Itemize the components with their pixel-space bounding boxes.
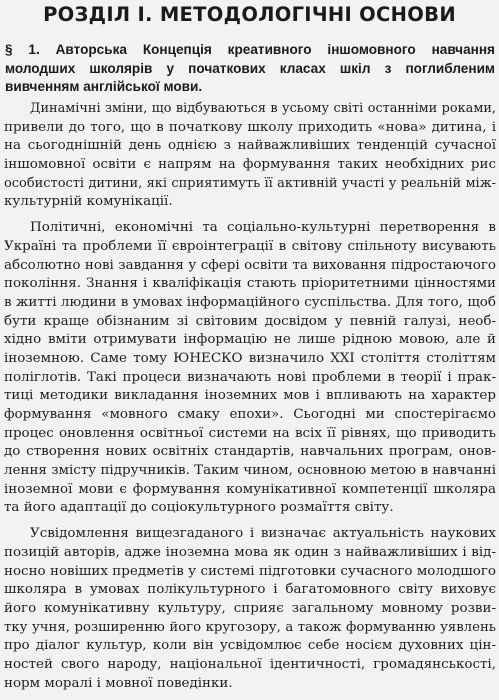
text-line: поліглотів. Такі процеси визначають нові проблеми в теорії і прак- [4, 369, 496, 385]
text-line: особистості дитини, які сприятимуть її активній участі у реальній між- [4, 175, 496, 191]
text-line: його комунікативну культуру, сприяє загальному мовному розви- [4, 600, 496, 616]
text-line: покоління. Знання і кваліфікація стають пріоритетними цінностями [4, 276, 496, 292]
section-heading-line: вивченням англійської мови. [5, 79, 203, 95]
section-heading-line: § 1. Авторська Концепція креативного іншомовного навчання [5, 42, 495, 57]
text-line: ностей свого народу, національної ідентичності, громадянськості, [4, 656, 496, 672]
paragraph [4, 219, 496, 518]
paragraph [4, 100, 496, 212]
text-line: Усвідомлення вищезгаданого і визначає актуальність наукових [30, 526, 496, 542]
section-heading-line: молодших школярів у початкових класах шкіл з поглибленим [5, 60, 495, 76]
body-text [4, 100, 496, 693]
text-line: формування «мовного смаку епохи». Сьогодні ми спостерігаємо [4, 407, 496, 422]
text-line: на сьогоднішній день однією з найважливіших тенденцій сучасної [4, 138, 496, 154]
text-line: привели до того, що в початкову школу приходить «нова» дитина, і [4, 119, 496, 135]
text-line: абсолютно нові завдання у сфері освіти та виховання підростаючого [4, 257, 496, 273]
text-line: Політичні, економічні та соціально-культурні перетворення в [30, 220, 496, 236]
text-line: та його адаптації до соціокультурного розмаїття світу. [4, 500, 394, 516]
text-line: позицій авторів, адже іноземна мова як один з найважливіших і від- [4, 544, 496, 560]
text-line: хідно вміти отримувати інформацію не лише рідною мовою, але й [4, 332, 496, 348]
text-line: про діалог культур, коли він усвідомлює себе носієм духовних цін- [4, 638, 496, 654]
text-line: іноземною. Саме тому ЮНЕСКО визначило XXI століття століттям [4, 350, 496, 366]
text-line: процес оновлення освітньої системи на всіх її рівнях, що приводить [4, 425, 496, 441]
text-line: норм моралі і мовної поведінки. [4, 675, 233, 691]
text-line: тку учня, розширенню його кругозору, а також формуванню уявлень [4, 619, 496, 635]
chapter-title: РОЗДІЛ І. МЕТОДОЛОГІЧНІ ОСНОВИ [43, 3, 456, 26]
text-line: до створення нових освітніх стандартів, навчальних програм, онов- [4, 444, 496, 460]
text-line: іноземної мови є формування комунікативної компетенції школяра [4, 481, 496, 497]
text-line: культурній комунікації. [4, 194, 173, 210]
text-line: в житті людини в умовах інформаційного суспільства. Для того, щоб [4, 294, 496, 310]
text-line: іншомовної освіти є напрям на формування таких необхідних рис [4, 157, 496, 173]
paragraph [4, 525, 496, 693]
text-line: бути краще обізнаним зі світовим досвідом у певній галузі, необ- [4, 313, 496, 329]
section-heading [5, 40, 495, 96]
text-line: Україні та проблеми її євроінтеграції в світову спільноту висувають [4, 238, 496, 254]
text-line: Динамічні зміни, що відбуваються в усьому світі останніми роками, [30, 101, 496, 116]
text-line: лення змісту підручників. Таким чином, основною метою в навчанні [4, 463, 496, 479]
text-line: носно новіших предметів у системі підготовки сучасного молодшого [4, 563, 496, 579]
text-line: школяра в умовах полікультурного і багатомовного світу виховує [4, 582, 496, 598]
text-line: тиці методики викладання іноземних мов і впливають на характер [4, 388, 496, 404]
